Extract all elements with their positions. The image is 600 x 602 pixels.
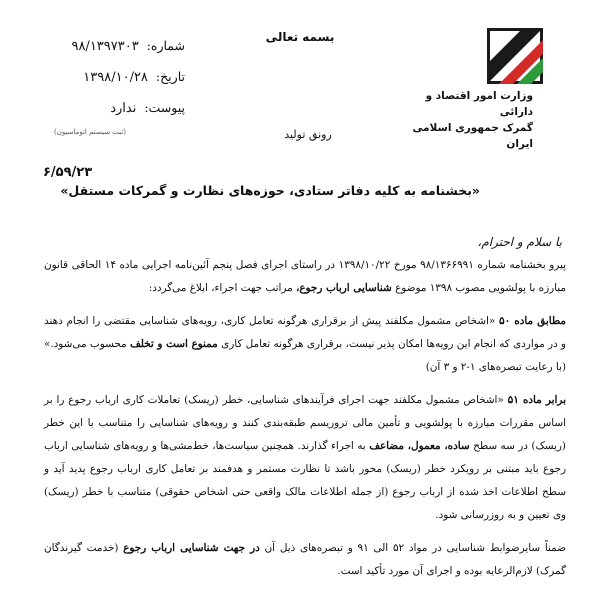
greeting: با سلام و احترام، [477,235,562,249]
date-label: تاریخ: [155,69,185,84]
date-value: ۱۳۹۸/۱۰/۲۸ [83,70,148,85]
org-ministry: وزارت امور اقتصاد و دارائی [425,90,533,118]
attachment-row [40,100,185,131]
number-row [40,38,185,69]
attachment-label: پیوست: [144,100,185,115]
letter-metadata [40,38,185,131]
paragraph-article-51: برابر ماده ۵۱ «اشخاص مشمول مکلفند جهت اجرای فرآیندهای شناسایی، خطر (ریسک) تعاملات کاری ارباب رجوع را بر اساس مقررات مبارزه با پولشویی و تأمین مالی تروریسم طبقه‌بندی کنند و رویه‌های شناسایی را متناسب با این خطر (ریسک) در سه سطح ساده، معمول، مضاعف به اجراء گذارند. همچنین سیاست‌ها، خط‌مشی‌ها و رویه‌های شناسایی ارباب رجوع باید مبتنی بر رویکرد خطر (ریسک) محور باشد تا نظارت مستمر و هدفمند بر تعامل کاری ارباب رجوع پدید آید و سطح اطلاعات اخذ شده از ارباب رجوع (از جمله اطلاعات مالک واقعی حتی اشخاص حقوقی) متناسب با خطر (ریسک) وی تعیین و به روزرسانی شود. [44,394,566,521]
document-code: ۶/۵۹/۲۳ [43,165,93,180]
copy-mark: رونق تولید [284,128,332,141]
paragraph-reference: پیرو بخشنامه شماره ۹۸/۱۳۶۶۹۹۱ مورخ ۱۳۹۸/۱۰/۲۲ در راستای اجرای فصل پنجم آئین‌نامه اجرایی ماده ۱۴ الحاقی قانون مبارزه با پولشویی مصوب ۱۳۹۸ موضوع شناسایی ارباب رجوع، مراتب جهت اجراء، ابلاغ می‌گردد: [44,259,566,294]
date-row [40,69,185,100]
paragraph-other-rules: ضمناً سایرضوابط شناسایی در مواد ۵۲ الی ۹۱ و تبصره‌های ذیل آن در جهت شناسایی ارباب رجوع (خدمت گیرندگان گمرک) لازم‌الرعایه بوده و اجرای آن مورد تأکید است. [44,542,566,577]
letter-body [44,254,566,593]
customs-logo-icon [487,28,543,84]
number-value: ۹۸/۱۳۹۷۳۰۳ [71,39,139,54]
attachment-value: ندارد [110,101,137,116]
paragraph-article-50: مطابق ماده ۵۰ «اشخاص مشمول مکلفند پیش از برقراری هرگونه تعامل کاری، رویه‌های شناسایی مقتضی را انجام دهند و در مواردی که انجام این رویه‌ها امکان پذیر نیست، برقراری هرگونه تعامل کاری ممنوع است و تخلف محسوب می‌شود.» (با رعایت تبصره‌های ۱-۲ و ۳ آن) [44,315,566,373]
letter-subject: «بخشنامه به کلیه دفاتر ستادی، حوزه‌های نظارت و گمرکات مستقل» [60,183,480,198]
org-customs: گمرک جمهوری اسلامی ایران [412,122,533,150]
basmala: بسمه تعالی [265,30,335,44]
system-note: (ثبت سیستم اتوماسیون) [54,128,126,136]
number-label: شماره: [146,38,185,53]
organization-name [393,88,533,152]
